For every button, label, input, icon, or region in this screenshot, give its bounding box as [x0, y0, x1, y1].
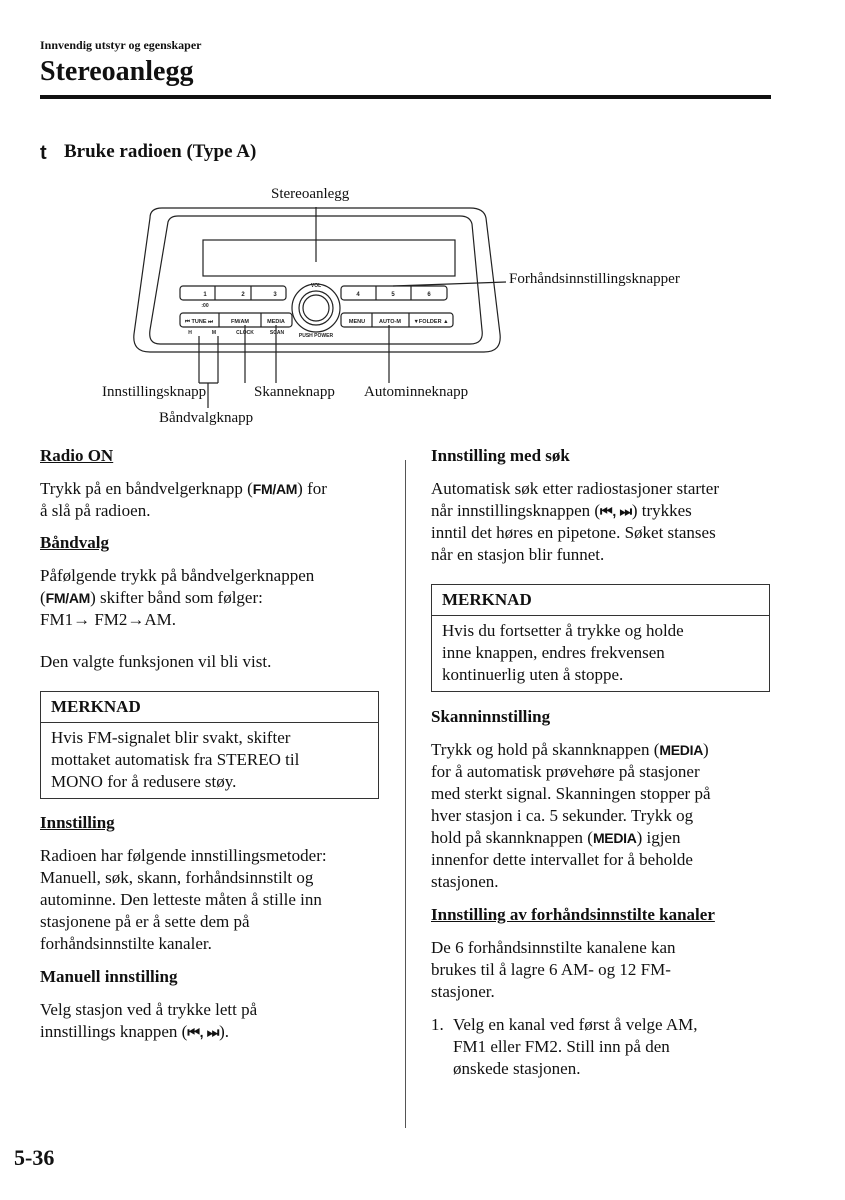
bullet-icon: t [40, 142, 47, 164]
right-column [431, 445, 776, 1080]
step-1: 1. Velg en kanal ved først å velge AM, FM1 eller FM2. Still inn på den ønskede stasjonen. [431, 1015, 698, 1078]
heading-radio-on: Radio ON [40, 446, 114, 465]
key-fmam: FM/AM [45, 590, 91, 606]
heading-presets: Innstilling av forhåndsinnstilte kanaler [431, 905, 715, 924]
para-scan: Trykk og hold på skannknappen (MEDIA) for å automatisk prøvehøre på stasjoner med sterkt signal. Skanningen stopper på hver stasjon i ca. 5 sekunder. Trykk og hold på skannknappen (MEDIA) igjen innenfor dette intervallet for å beholde stasjonen. [431, 740, 711, 891]
page-number: 5-36 [14, 1145, 55, 1170]
diagram-label-band: Båndvalgknapp [159, 410, 254, 426]
column-divider [405, 460, 406, 1128]
presets-left [180, 286, 286, 300]
left-column [40, 445, 385, 1043]
m-label: M [211, 330, 217, 336]
media-label: MEDIA [267, 319, 285, 325]
note-2-heading: MERKNAD [432, 585, 769, 616]
preset-sub-label: :00 [201, 303, 209, 309]
note-2-body: Hvis du fortsetter å trykke og holde inne knappen, endres frekvensen kontinuerlig uten å stoppe. [442, 621, 684, 684]
subsection-title: Bruke radioen (Type A) [64, 141, 257, 162]
diagram-label-scan: Skanneknapp [254, 384, 335, 400]
para-seek: Automatisk søk etter radiostasjoner starter når innstillingsknappen (⏮, ⏭) trykkes inntil det høres en pipetone. Søket stanses når en stasjon blir funnet. [431, 479, 719, 564]
folder-label: ▼FOLDER ▲ [413, 319, 449, 325]
key-fmam: FM/AM [252, 481, 298, 497]
preset-3-label: 3 [273, 292, 277, 298]
preset-1-label: 1 [203, 292, 207, 298]
page-title: Stereoanlegg [40, 56, 194, 87]
diagram-label-presets: Forhåndsinnstillingsknapper [509, 271, 680, 287]
stereo-diagram [0, 0, 845, 440]
radio-display [203, 240, 455, 276]
para-band: Påfølgende trykk på båndvelgerknappen (FM/AM) skifter bånd som følger: FM1→ FM2→AM. [40, 566, 315, 629]
heading-scan: Skanninnstilling [431, 707, 551, 726]
diagram-label-automem: Autominneknapp [364, 384, 469, 400]
menu-label: MENU [348, 319, 366, 325]
heading-seek: Innstilling med søk [431, 446, 570, 465]
note-box-1 [40, 691, 379, 799]
h-label: H [188, 330, 192, 336]
autom-label: AUTO-M [379, 319, 401, 325]
key-tune-arrows: ⏮, ⏭ [187, 1024, 220, 1040]
tune-label: ⏮ TUNE ⏭ [185, 319, 213, 325]
vol-label: VOL [310, 283, 322, 289]
preset-6-label: 6 [427, 292, 431, 298]
push-power-label: PUSH POWER [298, 333, 334, 339]
diagram-label-tune: Innstillingsknapp [102, 384, 207, 400]
clock-label: CLOCK [236, 330, 254, 336]
section-label: Innvendig utstyr og egenskaper [40, 38, 202, 52]
key-media: MEDIA [659, 742, 704, 758]
key-tune-arrows: ⏮, ⏭ [600, 503, 632, 519]
para-manual: Velg stasjon ved å trykke lett på innstillings knappen (⏮, ⏭). [40, 1000, 258, 1041]
preset-4-label: 4 [356, 292, 360, 298]
note-1-heading: MERKNAD [41, 692, 378, 723]
scan-label: SCAN [269, 330, 285, 336]
para-band-display: Den valgte funksjonen vil bli vist. [40, 652, 272, 671]
heading-tuning: Innstilling [40, 813, 115, 832]
key-media: MEDIA [592, 830, 637, 846]
note-box-2 [431, 584, 770, 692]
preset-2-label: 2 [241, 292, 245, 298]
heading-manual: Manuell innstilling [40, 967, 178, 986]
diagram-label-stereo: Stereoanlegg [271, 186, 350, 202]
heading-band: Båndvalg [40, 533, 109, 552]
step-1-number: 1. [431, 1015, 444, 1034]
para-radio-on: Trykk på en båndvelgerknapp (FM/AM) for å slå på radioen. [40, 479, 327, 520]
fmam-label: FM/AM [230, 319, 250, 325]
preset-5-label: 5 [391, 292, 395, 298]
note-1-body: Hvis FM-signalet blir svakt, skifter mottaket automatisk fra STEREO til MONO for å redusere støy. [51, 728, 300, 791]
para-presets: De 6 forhåndsinnstilte kanalene kan brukes til å lagre 6 AM- og 12 FM- stasjoner. [431, 938, 676, 1001]
para-tuning: Radioen har følgende innstillingsmetoder: Manuell, søk, skann, forhåndsinnstilt og autominne. Den letteste måten å stille inn stasjonene på er å sette dem på forhåndsinnstilte kanaler. [40, 846, 327, 953]
